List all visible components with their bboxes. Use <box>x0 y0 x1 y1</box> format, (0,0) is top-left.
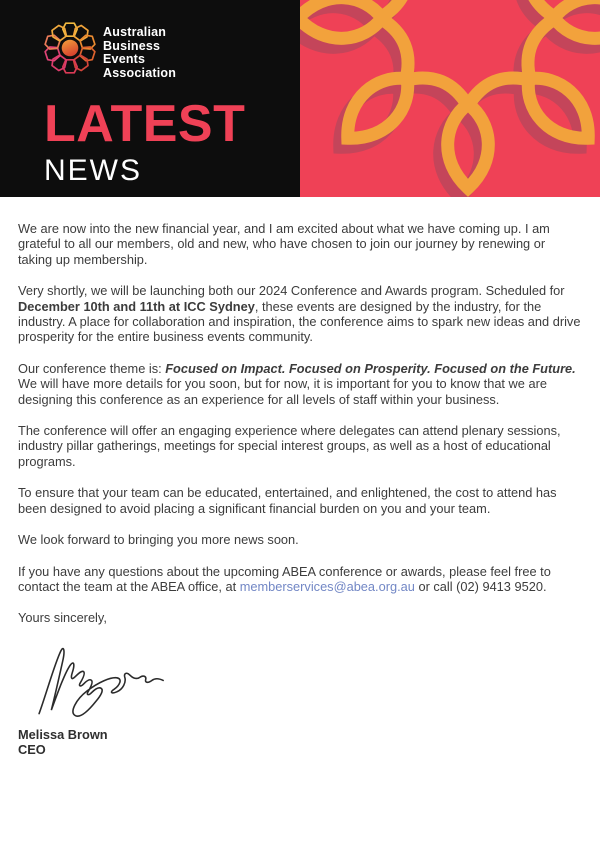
body-text: Yours sincerely, <box>18 610 107 626</box>
paragraph <box>18 610 582 625</box>
signature-block <box>18 642 582 758</box>
body-text: We will have more details for you soon, but for now, it is important for you to know that we are designing this conference as an experience for all levels of staff within your business. <box>18 376 547 407</box>
signer-title: CEO <box>18 742 46 758</box>
brand-line-4: Association <box>103 65 177 80</box>
letter-body <box>0 197 600 758</box>
brand-line-2: Business <box>103 38 161 53</box>
masthead-news: NEWS <box>44 154 142 187</box>
paragraph <box>18 564 582 595</box>
masthead-latest: LATEST <box>44 95 246 153</box>
header <box>0 0 600 197</box>
body-text: or call (02) 9413 9520. <box>414 578 547 594</box>
body-text: If you have any questions about the upcoming ABEA conference or awards, please feel free to contact the team at the ABEA office, at <box>18 563 551 594</box>
emphasized-text: December 10th and 11th at ICC Sydney <box>18 298 255 314</box>
brand-line-3: Events <box>103 52 146 66</box>
paragraph <box>18 221 582 267</box>
body-text: Very shortly, we will be launching both our 2024 Conference and Awards program. Scheduled for <box>18 283 565 299</box>
body-text: We look forward to bringing you more news soon. <box>18 532 299 548</box>
body-text: The conference will offer an engaging experience where delegates can attend plenary sessions, industry pillar gatherings, meetings for special interest groups, as well as a host of educational programs. <box>18 423 561 469</box>
email-link[interactable]: memberservices@abea.org.au <box>239 578 415 594</box>
signer-name: Melissa Brown <box>18 726 108 742</box>
header-left-panel <box>0 0 300 197</box>
paragraph <box>18 283 582 345</box>
paragraph <box>18 423 582 469</box>
masthead <box>44 95 300 187</box>
handwritten-signature-icon <box>32 642 172 725</box>
paragraph <box>18 485 582 516</box>
paragraph <box>18 532 582 547</box>
abea-flower-logo-icon <box>44 22 96 79</box>
body-text: , these events are designed by the industry, for the industry. A place for collaboration and inspiration, the conference aims to spark new ideas and drive prosperity for the entire business events community. <box>18 298 581 345</box>
brand-name <box>103 22 176 80</box>
brand <box>44 22 300 80</box>
body-text: To ensure that your team can be educated, entertained, and enlightened, the cost to attend has been designed to avoid placing a significant financial burden on you and your team. <box>18 485 557 516</box>
body-text: Our conference theme is: <box>18 360 166 376</box>
body-text: We are now into the new financial year, and I am excited about what we have coming up. I am grateful to all our members, old and new, who have chosen to join our journey by renewing or taking up membership. <box>18 221 550 267</box>
emphasized-text: Focused on Impact. Focused on Prosperity. Focused on the Future. <box>165 360 576 376</box>
leaf-wreath-pattern-icon <box>300 0 600 197</box>
header-right-panel <box>300 0 600 197</box>
paragraph <box>18 361 582 407</box>
paragraphs <box>18 221 582 626</box>
brand-line-1: Australian <box>103 25 167 39</box>
